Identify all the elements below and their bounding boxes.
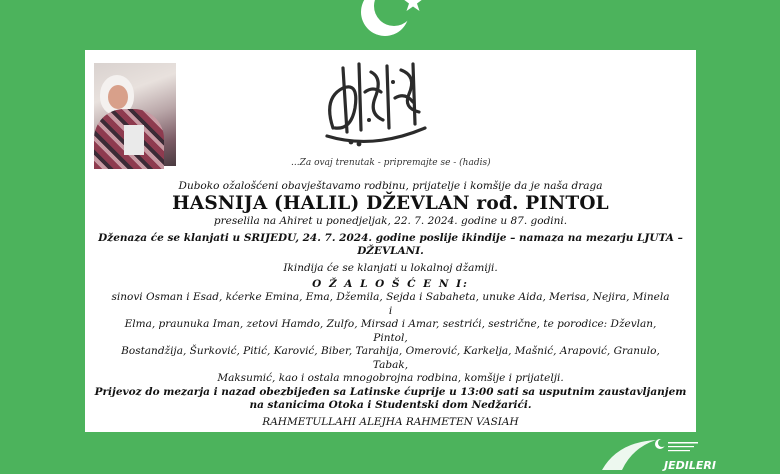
mourners-line: Elma, praunuka Iman, zetovi Hamdo, Zulfo, Mirsad i Amar, sestrići, sestrične, te porodice: Dževlan, Pintol,: [124, 318, 657, 344]
crescent-star-icon: [350, 0, 430, 50]
portrait-photo: [94, 63, 176, 166]
janaza-text-2: DŽEVLANI.: [357, 245, 424, 257]
mourners-line: Bostandžija, Šurković, Pitić, Karović, Biber, Tarahija, Omerović, Karkelja, Mašnić, Arapović, Granulo, Tabak,: [121, 345, 660, 371]
intro-text: Duboko ožalošćeni obavještavamo rodbinu, prijatelje i komšije da je naša draga: [178, 180, 603, 192]
mourners-heading: O Ž A L O Š Ć E N I:: [312, 278, 469, 290]
hadis-quote: ...Za ovaj trenutak - pripremajte se - (hadis): [291, 158, 491, 168]
janaza-text-1: Dženaza će se klanjati u SRIJEDU, 24. 7. 2024. godine poslije ikindije – namaza na mezarju LJUTA –: [98, 232, 683, 244]
svg-text:JEDILERI: JEDILERI: [664, 459, 716, 472]
jedileri-logo-icon: [598, 436, 716, 472]
mourners-list: [111, 291, 671, 386]
deceased-name: HASNIJA (HALIL) DŽEVLAN rođ. PINTOL: [172, 193, 609, 214]
ikindija-text: Ikindija će se klanjati u lokalnoj džamiji.: [283, 262, 498, 274]
transport-text-1: Prijevoz do mezarja i nazad obezbijeđen sa Latinske ćuprije u 13:00 sati sa usputnim zaustavljanjem: [94, 385, 687, 398]
closing-text: RAHMETULLAHI ALEJHA RAHMETEN VASIAH: [262, 415, 519, 428]
notice-body: [85, 180, 696, 429]
passed-text: preselila na Ahiret u ponedjeljak, 22. 7. 2024. godine u 87. godini.: [213, 215, 568, 227]
mourners-line: Maksumić, kao i ostala mnogobrojna rodbina, komšije i prijatelji.: [217, 372, 564, 384]
arabic-calligraphy-icon: [313, 58, 437, 150]
transport-text-2: na stanicima Otoka i Studentski dom Nedžarići.: [249, 398, 532, 411]
obituary-card: [85, 50, 696, 432]
mourners-line: sinovi Osman i Esad, kćerke Emina, Ema, Džemila, Sejda i Sabaheta, unuke Aida, Merisa, Nejira, Minela i: [111, 291, 670, 317]
